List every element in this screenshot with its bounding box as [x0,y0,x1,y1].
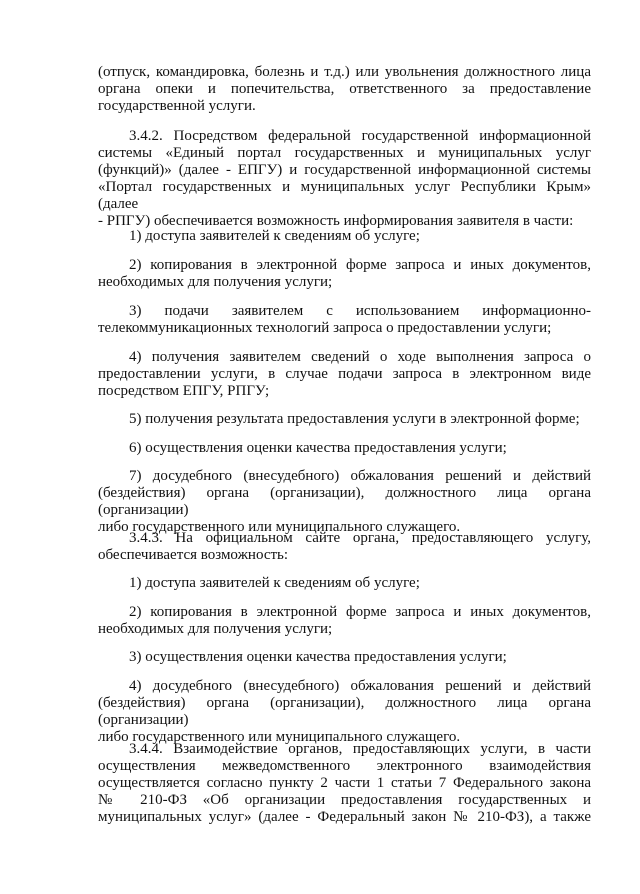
paragraph-3-4-2 [98,128,591,230]
text-line: 3.4.4. Взаимодействие органов, предоставляющих услуги, в части [129,741,591,757]
list-item-6 [98,440,591,457]
list-item-5 [98,411,591,428]
text-line: 4) получения заявителем сведений о ходе выполнения запроса о [129,349,591,365]
text-line: 6) осуществления оценки качества предоставления услуги; [129,440,507,456]
list-item-2 [98,604,591,638]
text-line: (функций)» (далее - ЕПГУ) и государственной информационной системы [98,162,591,178]
text-line: обеспечивается возможность: [98,547,289,563]
text-line: - РПГУ) обеспечивается возможность информирования заявителя в части: [98,213,574,229]
text-line: предоставлении услуги, в случае подачи запроса в электронном виде [98,366,591,382]
paragraph-intro-continuation [98,64,591,115]
text-line: осуществления межведомственного электронного взаимодействия [98,758,591,774]
text-line: телекоммуникационных технологий запроса о предоставлении услуги; [98,320,552,336]
text-line: государственной услуги. [98,98,256,114]
text-line: либо государственного или муниципального служащего. [98,729,461,745]
text-line: органа опеки и попечительства, ответственного за предоставление [98,81,591,97]
text-line: (бездействия) органа (организации), должностного лица органа (организации) [98,695,591,728]
text-line: муниципальных услуг» (далее - Федеральный закон № 210-ФЗ), а также [98,809,591,825]
paragraph-3-4-4 [98,741,591,826]
list-item-1 [98,228,591,245]
text-line: 3) подачи заявителем с использованием информационно- [129,303,591,319]
text-line: 3.4.3. На официальном сайте органа, предоставляющего услугу, [129,530,591,546]
list-item-4 [98,349,591,400]
text-line: 1) доступа заявителей к сведениям об услуге; [129,575,420,591]
list-item-4 [98,678,591,746]
text-line: 5) получения результата предоставления услуги в электронной форме; [129,411,580,427]
text-line: 1) доступа заявителей к сведениям об услуге; [129,228,420,244]
text-line: (бездействия) органа (организации), должностного лица органа (организации) [98,485,591,518]
list-item-2 [98,257,591,291]
text-line: необходимых для получения услуги; [98,274,333,290]
text-line: необходимых для получения услуги; [98,621,333,637]
text-line: № 210-ФЗ «Об организации предоставления государственных и [98,792,591,808]
text-line: 2) копирования в электронной форме запроса и иных документов, [129,604,591,620]
text-line: 7) досудебного (внесудебного) обжалования решений и действий [129,468,591,484]
list-item-3 [98,649,591,666]
text-line: «Портал государственных и муниципальных услуг Республики Крым» (далее [98,179,591,212]
list-item-1 [98,575,591,592]
paragraph-3-4-3 [98,530,591,564]
text-line: либо государственного или муниципального служащего. [98,519,461,535]
text-line: 4) досудебного (внесудебного) обжалования решений и действий [129,678,591,694]
text-line: системы «Единый портал государственных и муниципальных услуг [98,145,591,161]
list-item-3 [98,303,591,337]
text-line: 2) копирования в электронной форме запроса и иных документов, [129,257,591,273]
text-line: 3.4.2. Посредством федеральной государственной информационной [129,128,591,144]
text-line: (отпуск, командировка, болезнь и т.д.) или увольнения должностного лица [98,64,591,80]
text-line: посредством ЕПГУ, РПГУ; [98,383,270,399]
text-line: 3) осуществления оценки качества предоставления услуги; [129,649,507,665]
list-item-7 [98,468,591,536]
text-line: осуществляется согласно пункту 2 части 1 статьи 7 Федерального закона [98,775,591,791]
